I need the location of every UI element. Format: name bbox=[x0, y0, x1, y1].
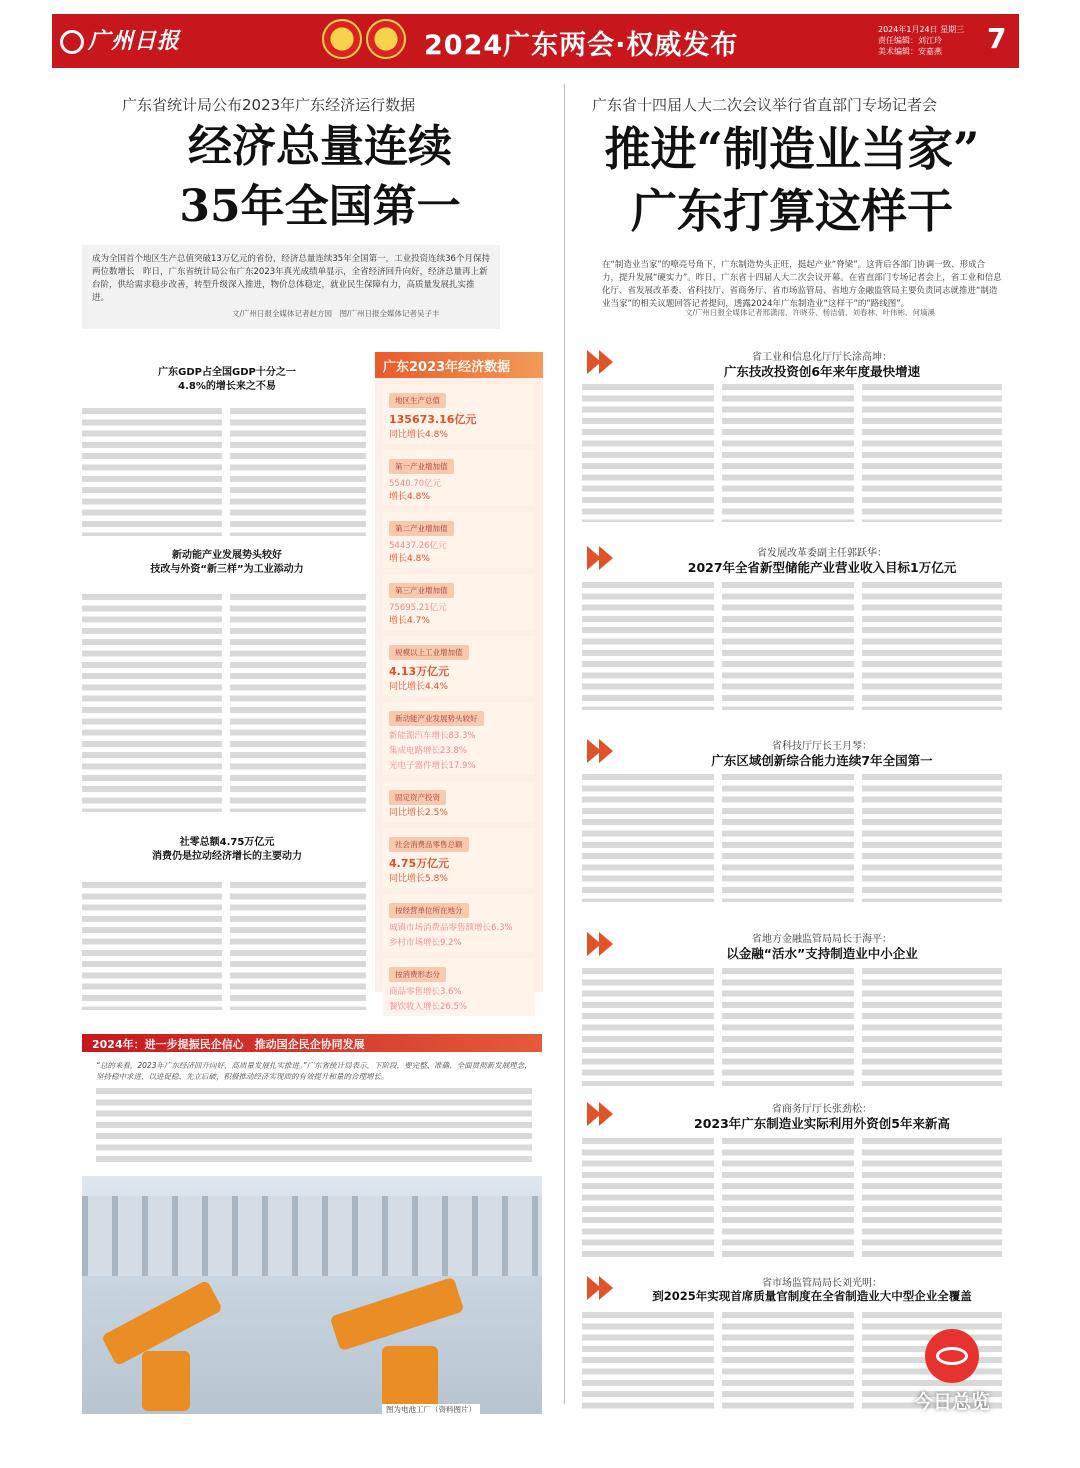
robot-base-icon bbox=[142, 1351, 190, 1411]
right-intro: 在“制造业当家”的嘹亮号角下，广东制造势头正旺，挺起产业“脊梁”。这背后各部门协调一致、形成合力，提升发展“硬实力”。昨日，广东省十四届人大二次会议开幕。在省直部门专场记者会上，省工业和信息化厅、省发展改革委、省科技厅、省商务厅、省市场监管局、省地方金融监管局主要负责同志就推进“制造业当家”的相关议题回答记者提问，透露2024年广东制造业“这样干”的“路线图”。 bbox=[602, 260, 1002, 309]
left-article-kicker: 广东省统计局公布2023年广东经济运行数据 bbox=[122, 96, 416, 114]
left-title-line2: 35年全国第一 bbox=[179, 181, 461, 232]
right-body-text bbox=[722, 1310, 854, 1410]
stat-item: 商品零售增长3.6% bbox=[389, 987, 462, 997]
dept-label: 省发展改革委副主任郭跃华： bbox=[757, 548, 887, 559]
stat-growth: 增长4.8% bbox=[389, 554, 430, 564]
stat-growth: 增长4.8% bbox=[389, 492, 430, 502]
right-body-text bbox=[862, 1136, 1002, 1258]
chevron-icon bbox=[587, 932, 623, 956]
left-credit: 文/广州日报全媒体记者赵方园 图/广州日报全媒体记者吴子丰 bbox=[232, 309, 440, 318]
right-body-text bbox=[862, 772, 1002, 902]
right-body-text bbox=[582, 580, 714, 710]
stat-new-industry bbox=[383, 702, 535, 775]
stats-panel bbox=[375, 352, 543, 1012]
newspaper-page bbox=[52, 14, 1019, 1414]
stat-gdp bbox=[383, 384, 535, 444]
right-body-text bbox=[722, 580, 854, 710]
stat-label: 第二产业增加值 bbox=[389, 521, 454, 536]
dept-title: 2023年广东制造业实际利用外资创5年来新高 bbox=[694, 1116, 950, 1131]
left-section3-heading: 社零总额4.75万亿元 消费仍是拉动经济增长的主要动力 bbox=[152, 837, 302, 862]
stat-item: 集成电路增长23.8% bbox=[389, 746, 468, 756]
stat-value: 54437.26亿元 bbox=[389, 541, 447, 551]
right-body-text bbox=[862, 382, 1002, 522]
page-number: 7 bbox=[987, 22, 1007, 55]
left-body-text bbox=[230, 592, 366, 812]
stat-label: 第三产业增加值 bbox=[389, 583, 454, 598]
dept-title: 广东技改投资创6年来年度最快增速 bbox=[723, 364, 921, 379]
stat-item: 餐饮收入增长26.5% bbox=[389, 1002, 468, 1012]
stat-label: 第一产业增加值 bbox=[389, 459, 454, 474]
left-article-title bbox=[110, 117, 530, 237]
right-body-text bbox=[862, 580, 1002, 710]
right-credit: 文/广州日报全媒体记者邢潇雨、许晓芬、杨洁倩、刘春林、叶伟彬、何墒溪 bbox=[685, 308, 936, 317]
newspaper-logo bbox=[60, 24, 180, 55]
emblems bbox=[322, 19, 406, 59]
left-body-text bbox=[230, 406, 366, 536]
stat-label: 按消费形态分 bbox=[389, 967, 446, 982]
date-line: 2024年1月24日 星期三 bbox=[878, 25, 965, 34]
right-body-text bbox=[582, 966, 714, 1086]
stat-secondary bbox=[383, 512, 535, 568]
dept-title: 以金融“活水”支持制造业中小企业 bbox=[726, 946, 918, 961]
right-body-text bbox=[722, 1136, 854, 1258]
right-body-text bbox=[582, 382, 714, 522]
chevron-icon bbox=[587, 1102, 623, 1126]
chevron-icon bbox=[587, 546, 623, 570]
left-intro-text: 成为全国首个地区生产总值突破13万亿元的省份，经济总量连续35年全国第一，工业投资连续36个月保持两位数增长 昨日，广东省统计局公布广东2023年真光成绩单显示，全省经济回升向好，经济总量再上新台阶，供给需求稳步改善，转型升级深入推进，物价总体稳定，就业民生保障有力，高质量发展扎实推进。 bbox=[92, 254, 490, 303]
stat-item: 城镇市场消费品零售额增长6.3% bbox=[389, 923, 513, 933]
masthead bbox=[52, 14, 1019, 68]
left-title-line1: 经济总量连续 bbox=[188, 121, 452, 172]
right-body-text bbox=[722, 772, 854, 902]
today-overview-label: 今日总览 bbox=[913, 1390, 990, 1413]
stat-item: 乡村市场增长9.2% bbox=[389, 938, 462, 948]
stat-label: 地区生产总值 bbox=[389, 393, 446, 408]
dept-title: 2027年全省新型储能产业营业收入目标1万亿元 bbox=[687, 560, 957, 575]
stat-label: 规模以上工业增加值 bbox=[389, 645, 469, 660]
left-body-text bbox=[82, 880, 222, 1010]
dept-label: 省科技厅厅长王月琴： bbox=[772, 741, 872, 752]
stat-primary bbox=[383, 450, 535, 506]
photo-production-line bbox=[82, 1196, 542, 1276]
right-article-title bbox=[572, 118, 1012, 242]
stat-growth: 同比增长4.4% bbox=[389, 682, 448, 692]
left-body-text bbox=[230, 880, 366, 1010]
stats-panel-title: 广东2023年经济数据 bbox=[375, 352, 543, 378]
today-overview-button[interactable] bbox=[897, 1326, 1007, 1416]
logo-mark-icon bbox=[60, 30, 84, 54]
dept-label: 省地方金融监管局局长于海平： bbox=[752, 934, 892, 945]
chevron-icon bbox=[587, 739, 623, 763]
stat-consumption-form bbox=[383, 958, 535, 1016]
dept-label: 省商务厅厅长张劲松： bbox=[772, 1104, 872, 1115]
robot-arm-icon bbox=[330, 1277, 465, 1351]
right-body-text bbox=[582, 772, 714, 902]
quote-continuation bbox=[96, 1086, 532, 1166]
stat-item: 光电子器件增长17.9% bbox=[389, 761, 476, 771]
stat-industry bbox=[383, 636, 535, 696]
right-article-kicker: 广东省十四届人大二次会议举行省直部门专场记者会 bbox=[592, 96, 938, 114]
left-bottom-quote bbox=[96, 1060, 532, 1170]
national-emblem-icon bbox=[322, 19, 362, 59]
left-body-text bbox=[82, 406, 222, 536]
dept-label: 省工业和信息化厅厅长涂高坤： bbox=[752, 352, 892, 363]
stat-tertiary bbox=[383, 574, 535, 630]
right-body-text bbox=[582, 1310, 714, 1410]
stat-label: 新动能产业发展势头较好 bbox=[389, 711, 484, 726]
stat-growth: 增长4.7% bbox=[389, 616, 430, 626]
dept-title: 广东区域创新综合能力连续7年全国第一 bbox=[711, 753, 933, 768]
right-title-line2: 广东打算这样干 bbox=[631, 184, 953, 238]
left-body-text bbox=[82, 592, 222, 812]
right-body-text bbox=[862, 966, 1002, 1086]
left-bottom-banner: 2024年：进一步提振民企信心 推动国企民企协同发展 bbox=[82, 1034, 542, 1052]
stat-label: 按经营单位所在地分 bbox=[389, 903, 469, 918]
stat-investment bbox=[383, 781, 535, 822]
photo-caption: 图为电池工厂（资料图片） bbox=[382, 1404, 480, 1415]
logo-text: 广州日报 bbox=[88, 28, 181, 54]
stat-growth: 同比增长4.8% bbox=[389, 430, 448, 440]
right-body-text bbox=[582, 1136, 714, 1258]
stat-label: 社会消费品零售总额 bbox=[389, 837, 469, 852]
left-section1-heading: 广东GDP占全国GDP十分之一 4.8%的增长来之不易 bbox=[158, 367, 296, 392]
stat-item: 新能源汽车增长83.3% bbox=[389, 731, 476, 741]
right-body-text bbox=[722, 966, 854, 1086]
editor-line: 责任编辑：刘江玲 bbox=[878, 36, 942, 45]
stat-growth: 同比增长2.5% bbox=[389, 808, 448, 818]
stat-value: 4.75万亿元 bbox=[389, 857, 450, 870]
dept-title: 到2025年实现首席质量官制度在全省制造业大中型企业全覆盖 bbox=[652, 1289, 972, 1303]
left-section2-heading: 新动能产业发展势头较好 技改与外资“新三样”为工业添动力 bbox=[150, 550, 304, 575]
masthead-meta bbox=[878, 24, 964, 57]
dept-label: 省市场监管局局长刘光明： bbox=[762, 1278, 882, 1289]
factory-photo bbox=[82, 1176, 542, 1414]
designer-line: 美术编辑：安嘉燕 bbox=[878, 47, 942, 56]
stat-value: 135673.16亿元 bbox=[389, 413, 477, 426]
right-body-text bbox=[722, 382, 854, 522]
chevron-icon bbox=[587, 350, 623, 374]
stat-growth: 同比增长5.8% bbox=[389, 874, 448, 884]
party-emblem-icon bbox=[366, 19, 406, 59]
quote-text: “总的来看，2023年广东经济回升向好，高质量发展扎实推进。”广东省统计局表示，下阶段，要完整、准确、全面贯彻新发展理念，坚持稳中求进、以进促稳、先立后破，积极推动经济实现质的有效提升和量的合理增长。 bbox=[96, 1061, 532, 1081]
section-banner-title: 2024广东两会·权威发布 bbox=[424, 30, 739, 61]
stat-urban-rural bbox=[383, 894, 535, 952]
stat-retail bbox=[383, 828, 535, 888]
stat-label: 固定资产投资 bbox=[389, 790, 446, 805]
stat-value: 4.13万亿元 bbox=[389, 665, 450, 678]
column-divider bbox=[564, 84, 565, 1404]
right-title-line1: 推进“制造业当家” bbox=[604, 122, 980, 176]
eye-icon bbox=[925, 1329, 979, 1383]
stat-value: 75695.21亿元 bbox=[389, 603, 447, 613]
stat-value: 5540.70亿元 bbox=[389, 479, 442, 489]
